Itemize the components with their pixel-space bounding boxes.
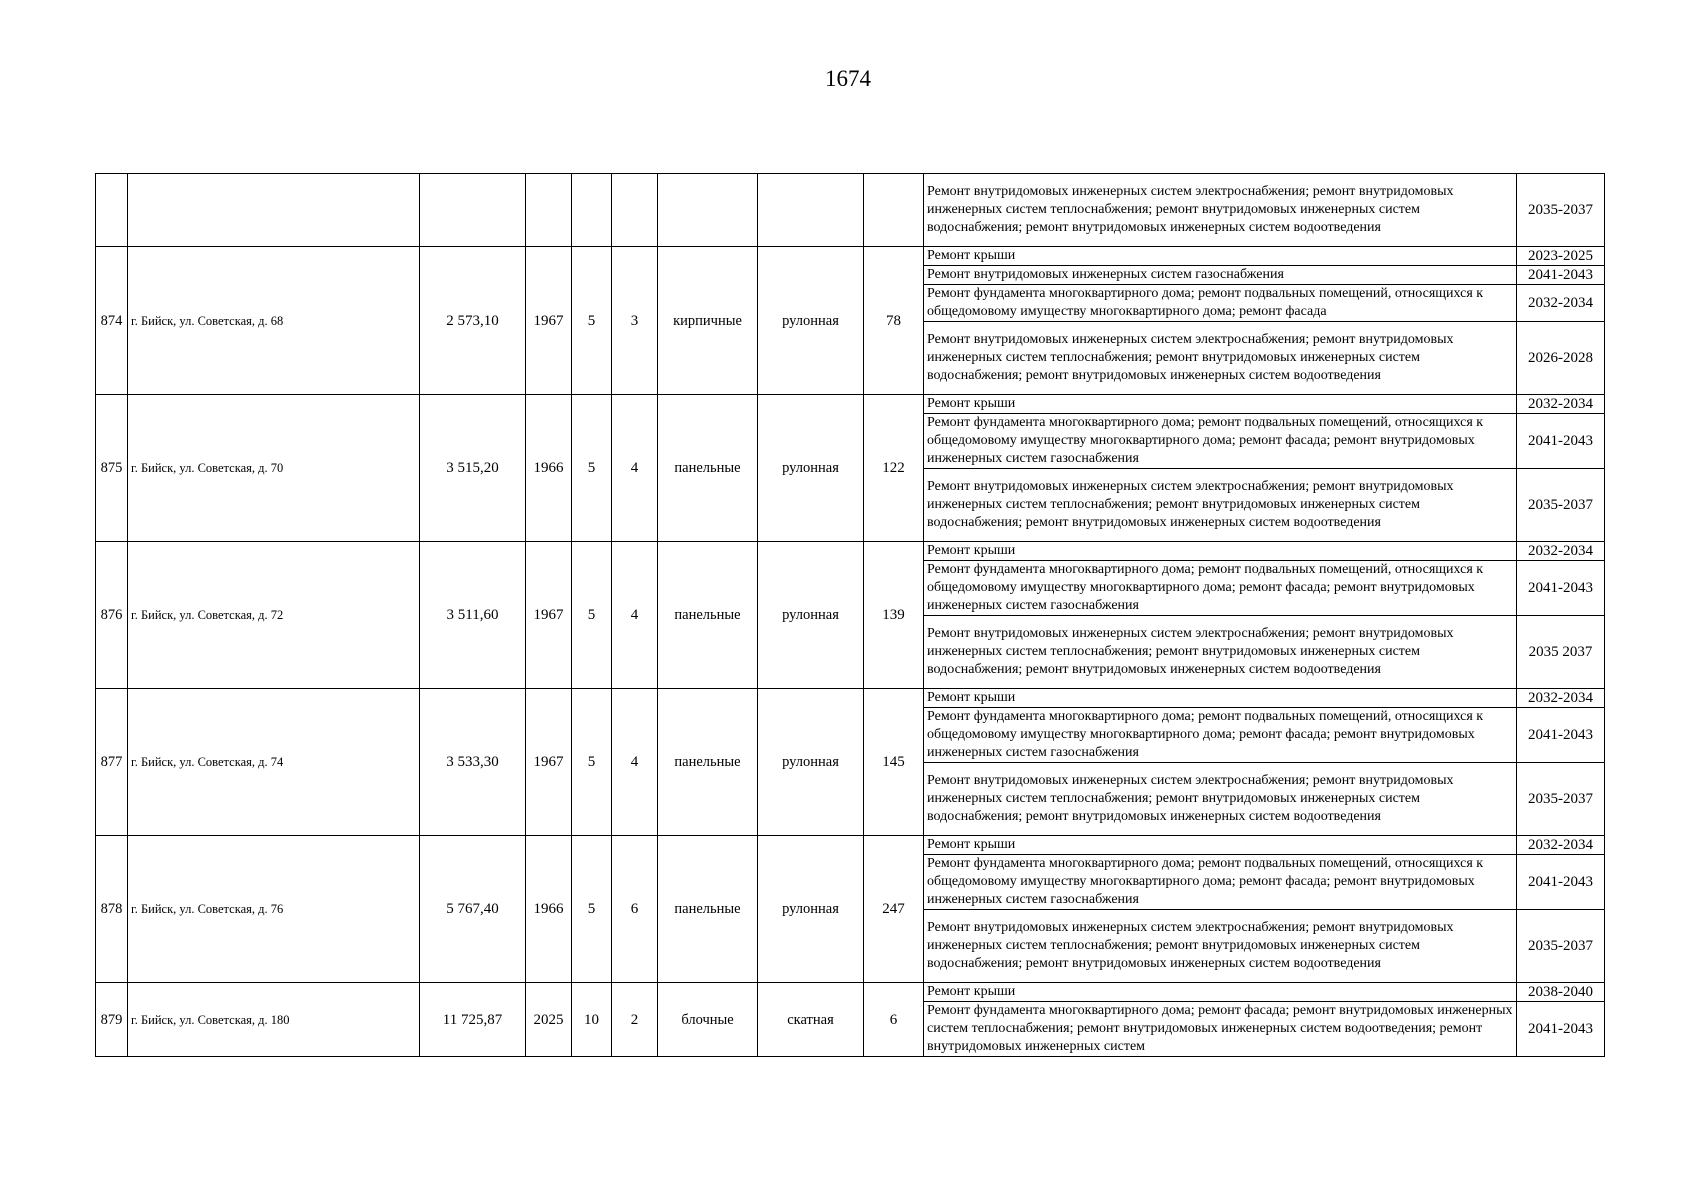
- address: г. Бийск, ул. Советская, д. 180: [128, 983, 420, 1057]
- roof-type: рулонная: [758, 542, 864, 689]
- work-description: Ремонт внутридомовых инженерных систем электроснабжения; ремонт внутридомовых инженерных систем теплоснабжения; ремонт внутридомовых инженерных систем водоснабжения; ремонт внутридомовых инженерных систем водоотведения: [924, 174, 1517, 247]
- floors: 5: [572, 836, 612, 983]
- build-year: 1967: [526, 689, 572, 836]
- residents: 78: [864, 247, 924, 395]
- work-description: Ремонт фундамента многоквартирного дома; ремонт фасада; ремонт внутридомовых инженерных систем теплоснабжения; ремонт внутридомовых инженерных систем водоотведения; ремонт внутридомовых инженерных систем: [924, 1002, 1517, 1057]
- work-description: Ремонт крыши: [924, 689, 1517, 708]
- total-area: 3 533,30: [420, 689, 526, 836]
- address: г. Бийск, ул. Советская, д. 72: [128, 542, 420, 689]
- work-description: Ремонт фундамента многоквартирного дома; ремонт подвальных помещений, относящихся к общедомовому имуществу многоквартирного дома; ремонт фасада; ремонт внутридомовых инженерных систем газоснабжения: [924, 855, 1517, 910]
- work-description: Ремонт фундамента многоквартирного дома; ремонт подвальных помещений, относящихся к общедомовому имуществу многоквартирного дома; ремонт фасада; ремонт внутридомовых инженерных систем газоснабжения: [924, 414, 1517, 469]
- entrances: 4: [612, 689, 658, 836]
- work-description: Ремонт крыши: [924, 395, 1517, 414]
- work-period: 2032-2034: [1517, 542, 1605, 561]
- total-area: 2 573,10: [420, 247, 526, 395]
- work-description: Ремонт фундамента многоквартирного дома; ремонт подвальных помещений, относящихся к общедомовому имуществу многоквартирного дома; ремонт фасада; ремонт внутридомовых инженерных систем газоснабжения: [924, 561, 1517, 616]
- residents: 145: [864, 689, 924, 836]
- row-number: 878: [96, 836, 128, 983]
- work-description: Ремонт крыши: [924, 542, 1517, 561]
- wall-material: панельные: [658, 395, 758, 542]
- address: г. Бийск, ул. Советская, д. 68: [128, 247, 420, 395]
- total-area: 11 725,87: [420, 983, 526, 1057]
- entrances: 3: [612, 247, 658, 395]
- address: г. Бийск, ул. Советская, д. 70: [128, 395, 420, 542]
- work-description: Ремонт крыши: [924, 247, 1517, 266]
- wall-material: блочные: [658, 983, 758, 1057]
- work-description: Ремонт внутридомовых инженерных систем электроснабжения; ремонт внутридомовых инженерных систем теплоснабжения; ремонт внутридомовых инженерных систем водоснабжения; ремонт внутридомовых инженерных систем водоотведения: [924, 616, 1517, 689]
- row-number: 877: [96, 689, 128, 836]
- build-year: 2025: [526, 983, 572, 1057]
- row-number: 879: [96, 983, 128, 1057]
- page-number: 1674: [825, 66, 871, 91]
- residents: 247: [864, 836, 924, 983]
- floors: 5: [572, 247, 612, 395]
- entrances: 2: [612, 983, 658, 1057]
- work-period: 2035-2037: [1517, 174, 1605, 247]
- table-row: [96, 174, 1605, 247]
- work-period: 2032-2034: [1517, 689, 1605, 708]
- row-number: 874: [96, 247, 128, 395]
- work-period: 2032-2034: [1517, 285, 1605, 322]
- address: г. Бийск, ул. Советская, д. 76: [128, 836, 420, 983]
- residents: 122: [864, 395, 924, 542]
- work-period: 2035-2037: [1517, 469, 1605, 542]
- wall-material: кирпичные: [658, 247, 758, 395]
- residents: 6: [864, 983, 924, 1057]
- work-description: Ремонт внутридомовых инженерных систем электроснабжения; ремонт внутридомовых инженерных систем теплоснабжения; ремонт внутридомовых инженерных систем водоснабжения; ремонт внутридомовых инженерных систем водоотведения: [924, 469, 1517, 542]
- floors: 5: [572, 395, 612, 542]
- entrances: 4: [612, 395, 658, 542]
- table-row: [96, 542, 1605, 561]
- work-period: 2041-2043: [1517, 414, 1605, 469]
- row-number: 876: [96, 542, 128, 689]
- total-area: 5 767,40: [420, 836, 526, 983]
- roof-type: рулонная: [758, 689, 864, 836]
- work-description: Ремонт крыши: [924, 983, 1517, 1002]
- wall-material: панельные: [658, 836, 758, 983]
- wall-material: панельные: [658, 689, 758, 836]
- work-description: Ремонт внутридомовых инженерных систем газоснабжения: [924, 266, 1517, 285]
- roof-type: рулонная: [758, 836, 864, 983]
- work-period: 2035 2037: [1517, 616, 1605, 689]
- work-period: 2035-2037: [1517, 910, 1605, 983]
- work-period: 2041-2043: [1517, 561, 1605, 616]
- work-description: Ремонт внутридомовых инженерных систем электроснабжения; ремонт внутридомовых инженерных систем теплоснабжения; ремонт внутридомовых инженерных систем водоснабжения; ремонт внутридомовых инженерных систем водоотведения: [924, 763, 1517, 836]
- table-row: [96, 247, 1605, 266]
- work-period: 2041-2043: [1517, 1002, 1605, 1057]
- roof-type: рулонная: [758, 247, 864, 395]
- floors: 10: [572, 983, 612, 1057]
- build-year: 1966: [526, 395, 572, 542]
- work-description: Ремонт фундамента многоквартирного дома; ремонт подвальных помещений, относящихся к общедомовому имуществу многоквартирного дома; ремонт фасада: [924, 285, 1517, 322]
- build-year: 1967: [526, 542, 572, 689]
- residents: 139: [864, 542, 924, 689]
- work-period: 2032-2034: [1517, 395, 1605, 414]
- work-period: 2026-2028: [1517, 322, 1605, 395]
- build-year: 1967: [526, 247, 572, 395]
- wall-material: панельные: [658, 542, 758, 689]
- table-row: [96, 983, 1605, 1002]
- work-description: Ремонт внутридомовых инженерных систем электроснабжения; ремонт внутридомовых инженерных систем теплоснабжения; ремонт внутридомовых инженерных систем водоснабжения; ремонт внутридомовых инженерных систем водоотведения: [924, 910, 1517, 983]
- work-period: 2032-2034: [1517, 836, 1605, 855]
- table-row: [96, 395, 1605, 414]
- entrances: 6: [612, 836, 658, 983]
- total-area: 3 515,20: [420, 395, 526, 542]
- address: г. Бийск, ул. Советская, д. 74: [128, 689, 420, 836]
- work-description: Ремонт крыши: [924, 836, 1517, 855]
- work-description: Ремонт внутридомовых инженерных систем электроснабжения; ремонт внутридомовых инженерных систем теплоснабжения; ремонт внутридомовых инженерных систем водоснабжения; ремонт внутридомовых инженерных систем водоотведения: [924, 322, 1517, 395]
- work-period: 2041-2043: [1517, 266, 1605, 285]
- work-period: 2038-2040: [1517, 983, 1605, 1002]
- row-number: 875: [96, 395, 128, 542]
- build-year: 1966: [526, 836, 572, 983]
- work-period: 2041-2043: [1517, 708, 1605, 763]
- table-row: [96, 836, 1605, 855]
- housing-repair-table: [95, 173, 1605, 1057]
- roof-type: рулонная: [758, 395, 864, 542]
- roof-type: скатная: [758, 983, 864, 1057]
- table-row: [96, 689, 1605, 708]
- work-description: Ремонт фундамента многоквартирного дома; ремонт подвальных помещений, относящихся к общедомовому имуществу многоквартирного дома; ремонт фасада; ремонт внутридомовых инженерных систем газоснабжения: [924, 708, 1517, 763]
- floors: 5: [572, 542, 612, 689]
- work-period: 2035-2037: [1517, 763, 1605, 836]
- floors: 5: [572, 689, 612, 836]
- work-period: 2023-2025: [1517, 247, 1605, 266]
- entrances: 4: [612, 542, 658, 689]
- total-area: 3 511,60: [420, 542, 526, 689]
- work-period: 2041-2043: [1517, 855, 1605, 910]
